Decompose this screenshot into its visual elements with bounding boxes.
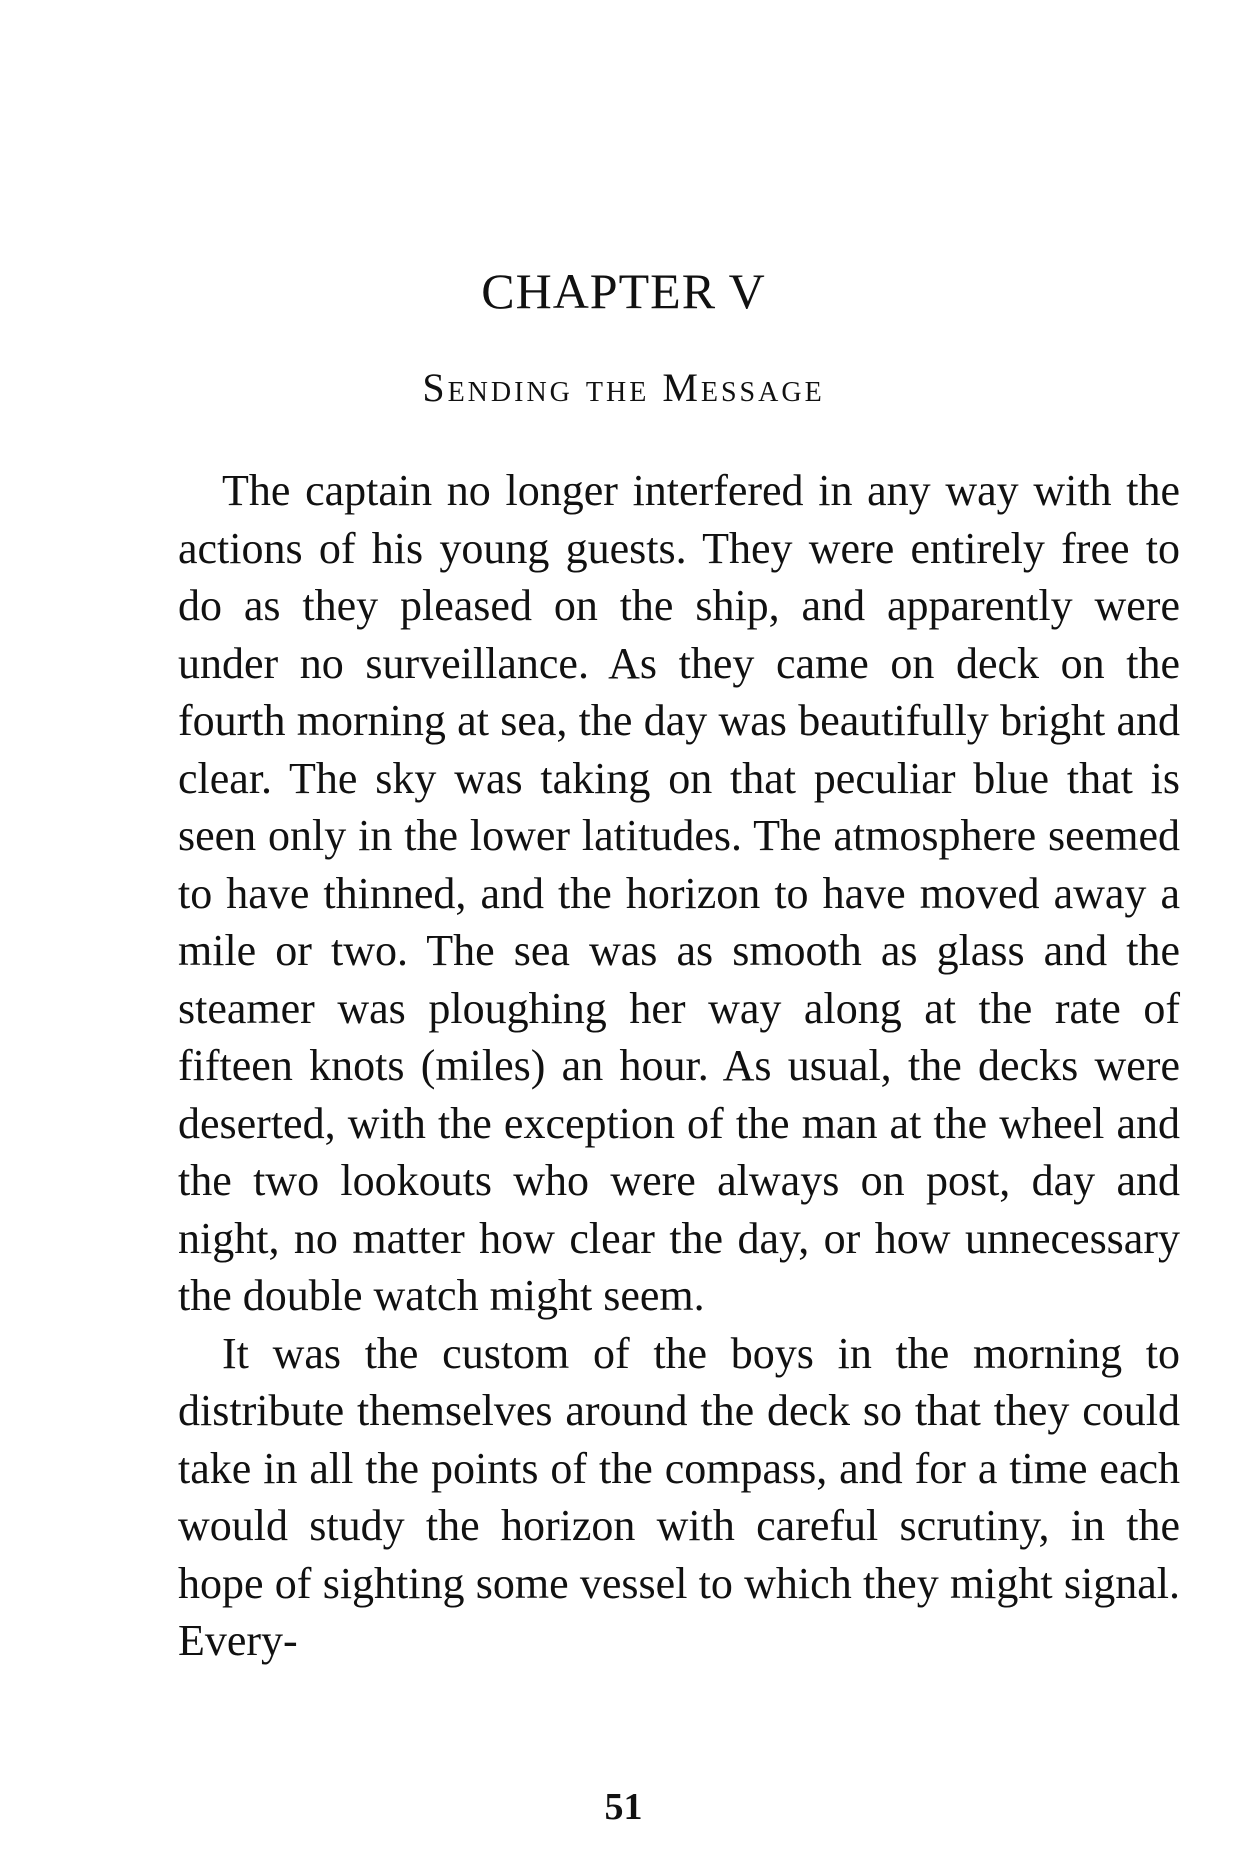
body-text: [178, 462, 1180, 1670]
chapter-subtitle: Sending the Message: [422, 365, 825, 410]
paragraph-2: It was the custom of the boys in the morning to distribute themselves around the deck so that they could take in all the points of the compass, and for a time each would study the horizon with careful scrutiny, in the hope of sighting some vessel to which they might signal. Every-: [178, 1328, 1180, 1665]
chapter-title: CHAPTER V: [481, 263, 766, 319]
paragraph-1: The captain no longer interfered in any way with the actions of his young guests. They were entirely free to do as they pleased on the ship, and apparently were under no surveillance. As they came on deck on the fourth morning at sea, the day was beautifully bright and clear. The sky was taking on that peculiar blue that is seen only in the lower latitudes. The atmosphere seemed to have thinned, and the horizon to have moved away a mile or two. The sea was as smooth as glass and the steamer was ploughing her way along at the rate of fifteen knots (miles) an hour. As usual, the decks were deserted, with the exception of the man at the wheel and the two lookouts who were always on post, day and night, no matter how clear the day, or how unnecessary the double watch might seem.: [178, 466, 1180, 1320]
page-number: 51: [604, 1786, 643, 1828]
